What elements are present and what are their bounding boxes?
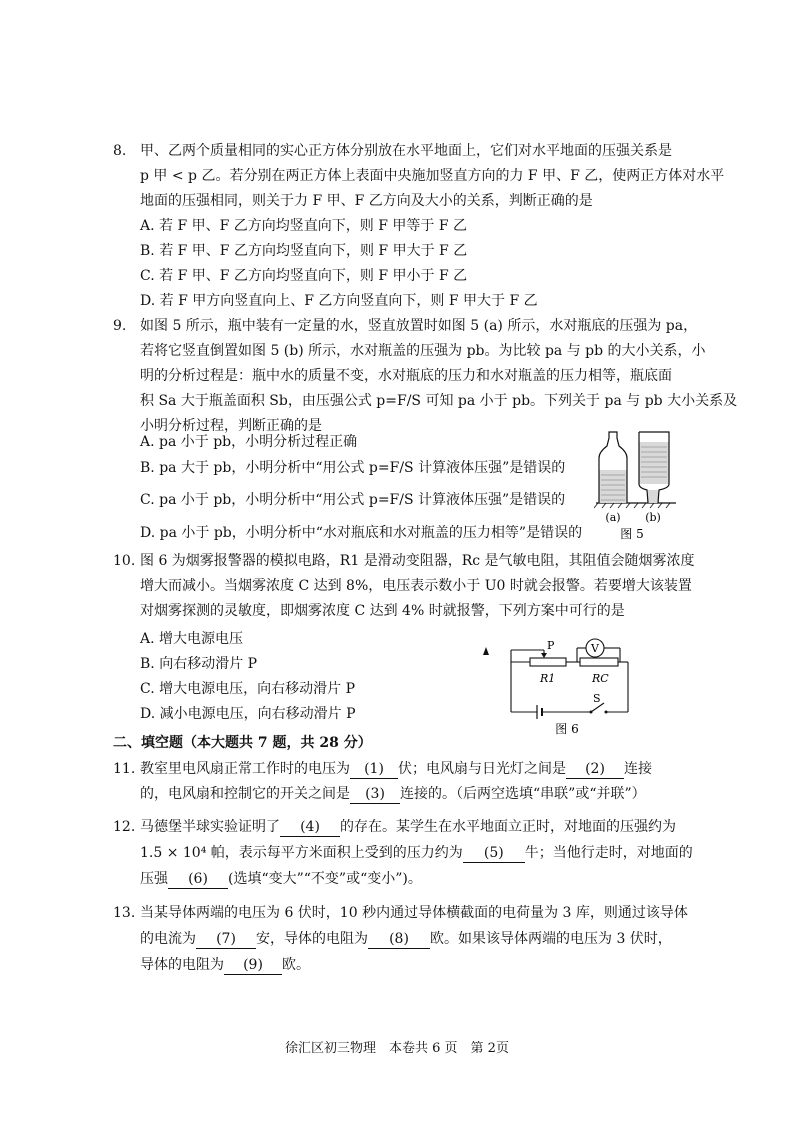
- rc-resistor: [580, 658, 618, 666]
- q9-stem-line-5: 小明分析过程，判断正确的是: [140, 418, 322, 434]
- section-2-heading: 二、填空题（本大题共 7 题，共 28 分）: [113, 735, 372, 751]
- figure-5-caption: 图 5: [620, 527, 644, 540]
- q9-number: 9.: [113, 318, 127, 334]
- q9-stem-line-2: 若将它竖直倒置如图 5 (b) 所示，水对瓶盖的压强为 pb。为比较 pa 与 pb 的大小关系，小: [140, 343, 706, 359]
- blank-5[interactable]: (5): [463, 845, 525, 863]
- q9-option-b: B. pa 大于 pb，小明分析中“用公式 p=F/S 计算液体压强”是错误的: [140, 460, 566, 476]
- figure-6-circuit: [480, 632, 640, 742]
- figure-5-label-a: (a): [605, 511, 621, 524]
- r1-label: R1: [540, 672, 556, 685]
- slider-arrow-icon: [541, 653, 547, 658]
- q8-option-d: D. 若 F 甲方向竖直向上、F 乙方向竖直向下，则 F 甲大于 F 乙: [140, 293, 538, 309]
- q12-line-3: 压强 (6) (选填“变大”“不变”或“变小”)。: [140, 871, 422, 887]
- q10-stem-line-2: 增大而减小。当烟雾浓度 C 达到 8%，电压表示数小于 U0 时就会报警。若要增大该装置: [140, 578, 692, 594]
- q12-line-1: 马德堡半球实验证明了 (4) 的存在。某学生在水平地面立正时，对地面的压强约为: [140, 819, 676, 835]
- blank-7[interactable]: (7): [196, 931, 256, 949]
- rc-label: RC: [592, 672, 609, 685]
- blank-8[interactable]: (8): [368, 931, 430, 949]
- q9-option-a: A. pa 小于 pb，小明分析过程正确: [140, 434, 358, 450]
- page-footer: 徐汇区初三物理 本卷共 6 页 第 2页: [285, 1041, 509, 1056]
- switch-label: S: [593, 692, 601, 705]
- blank-9[interactable]: (9): [224, 957, 282, 975]
- q8-stem-line-3: 地面的压强相同，则关于力 F 甲、F 乙方向及大小的关系，判断正确的是: [140, 193, 593, 209]
- q12-number: 12.: [113, 819, 136, 835]
- blank-4[interactable]: (4): [280, 819, 340, 837]
- blank-2[interactable]: (2): [566, 761, 624, 779]
- q11-line-2: 的，电风扇和控制它的开关之间是 (3) 连接的。（后两空选填“串联”或“并联”）: [140, 786, 646, 802]
- q13-line-3: 导体的电阻为 (9) 欧。: [140, 957, 310, 973]
- q10-option-c: C. 增大电源电压，向右移动滑片 P: [140, 681, 355, 697]
- q9-stem-line-3: 明的分析过程是：瓶中水的质量不变，水对瓶底的压力和水对瓶盖的压力相等，瓶底面: [140, 368, 672, 384]
- q10-stem-line-1: 图 6 为烟雾报警器的模拟电路，R1 是滑动变阻器，Rc 是气敏电阻，其阻值会随烟雾浓度: [140, 553, 695, 569]
- q8-stem-line-2: p 甲 < p 乙。若分别在两正方体上表面中央施加竖直方向的力 F 甲、F 乙，使两正方体对水平: [140, 168, 725, 184]
- q8-option-a: A. 若 F 甲、F 乙方向均竖直向下，则 F 甲等于 F 乙: [140, 218, 468, 234]
- voltmeter-label: V: [591, 642, 599, 655]
- slider-label: P: [547, 639, 555, 652]
- q13-line-2: 的电流为 (7) 安，导体的电阻为 (8) 欧。如果该导体两端的电压为 3 伏时，: [140, 931, 672, 947]
- q8-option-c: C. 若 F 甲、F 乙方向均竖直向下，则 F 甲小于 F 乙: [140, 268, 468, 284]
- figure-5-bottles: [594, 428, 694, 540]
- q10-option-d: D. 减小电源电压，向右移动滑片 P: [140, 706, 356, 722]
- q8-stem-line-1: 甲、乙两个质量相同的实心正方体分别放在水平地面上，它们对水平地面的压强关系是: [140, 143, 672, 159]
- q9-stem-line-1: 如图 5 所示，瓶中装有一定量的水，竖直放置时如图 5 (a) 所示，水对瓶底的压强为 pa，: [140, 318, 698, 334]
- blank-3[interactable]: (3): [350, 786, 400, 804]
- q10-stem-line-3: 对烟雾探测的灵敏度，即烟雾浓度 C 达到 4% 时就报警，下列方案中可行的是: [140, 603, 625, 619]
- q11-line-1: 教室里电风扇正常工作时的电压为 (1) 伏；电风扇与日光灯之间是 (2) 连接: [140, 761, 652, 777]
- q9-option-c: C. pa 小于 pb，小明分析中“用公式 p=F/S 计算液体压强”是错误的: [140, 492, 566, 508]
- q8-option-b: B. 若 F 甲、F 乙方向均竖直向下，则 F 甲大于 F 乙: [140, 243, 468, 259]
- q13-number: 13.: [113, 905, 136, 921]
- q9-option-d: D. pa 小于 pb，小明分析中“水对瓶底和水对瓶盖的压力相等”是错误的: [140, 525, 583, 541]
- blank-6[interactable]: (6): [168, 871, 228, 889]
- q13-line-1: 当某导体两端的电压为 6 伏时，10 秒内通过导体横截面的电荷量为 3 库，则通过该导体: [140, 905, 688, 921]
- figure-5-label-b: (b): [645, 511, 661, 524]
- r1-resistor: [530, 658, 566, 666]
- q11-number: 11.: [113, 761, 136, 777]
- q10-number: 10.: [113, 553, 136, 569]
- figure-6-caption: 图 6: [555, 722, 579, 736]
- q10-option-a: A. 增大电源电压: [140, 631, 244, 647]
- q12-line-2: 1.5 × 10⁴ 帕，表示每平方米面积上受到的压力约为 (5) 牛；当他行走时，对地面的: [140, 845, 693, 861]
- q8-number: 8.: [113, 143, 127, 159]
- blank-1[interactable]: (1): [350, 761, 398, 779]
- q10-option-b: B. 向右移动滑片 P: [140, 656, 258, 672]
- q9-stem-line-4: 积 Sa 大于瓶盖面积 Sb，由压强公式 p=F/S 可知 pa 小于 pb。下列关于 pa 与 pb 大小关系及: [140, 393, 738, 409]
